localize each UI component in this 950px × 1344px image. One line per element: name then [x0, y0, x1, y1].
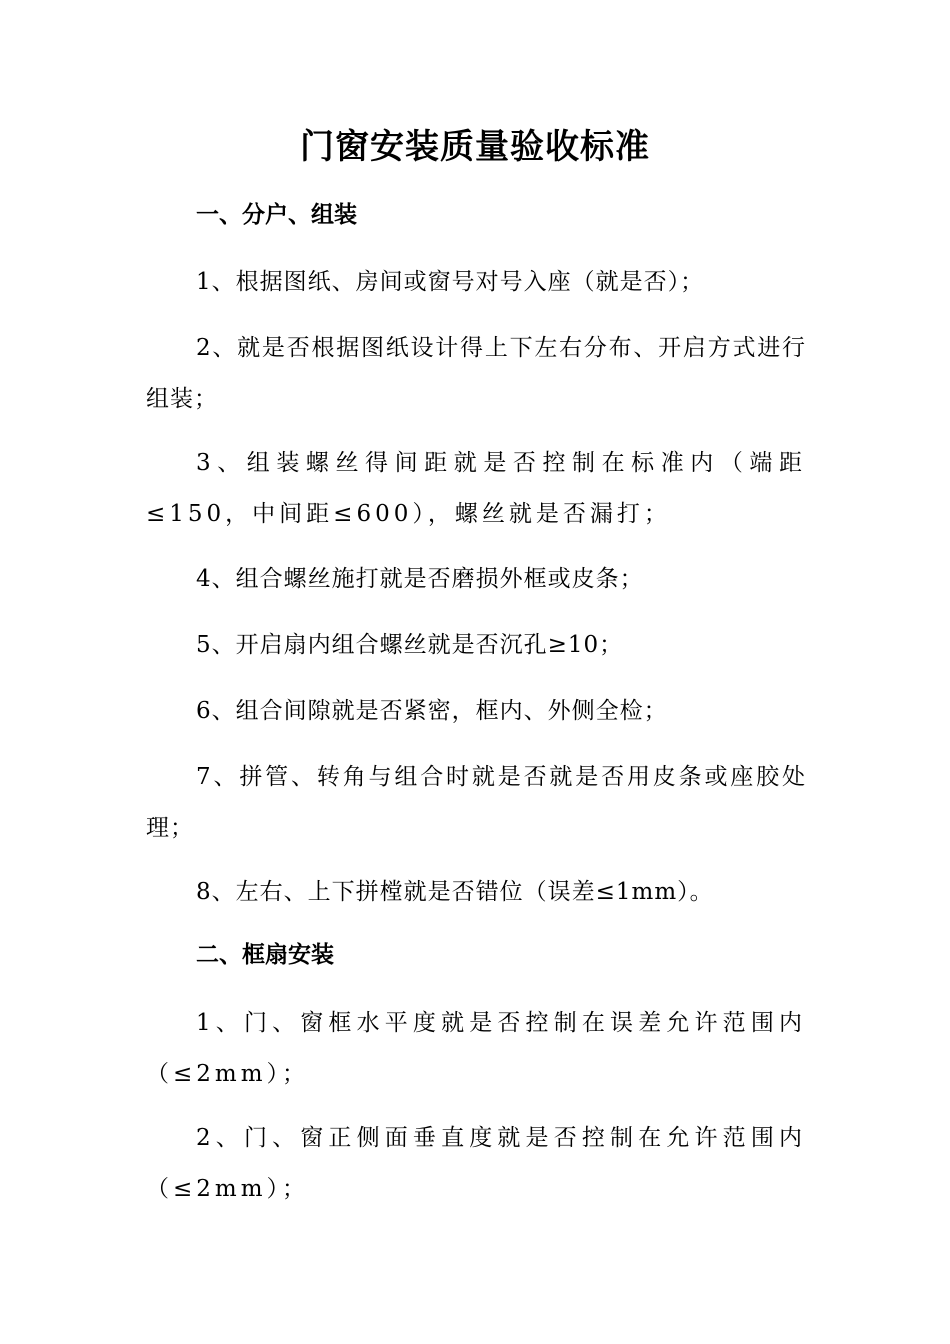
list-item: 3、组装螺丝得间距就是否控制在标准内（端距≤150，中间距≤600），螺丝就是否漏打；: [146, 450, 806, 527]
list-item: 1、门、窗框水平度就是否控制在误差允许范围内（≤2mm）；: [146, 1010, 806, 1087]
list-item: 2、门、窗正侧面垂直度就是否控制在允许范围内（≤2mm）；: [146, 1125, 806, 1202]
list-item: 8、左右、上下拼樘就是否错位（误差≤1mm）。: [196, 879, 714, 905]
document-title: 门窗安装质量验收标准: [300, 127, 650, 167]
list-item: 6、组合间隙就是否紧密，框内、外侧全检；: [196, 698, 668, 724]
section-heading-frame-installation: 二、框扇安装: [196, 942, 334, 968]
list-item: 5、开启扇内组合螺丝就是否沉孔≥10；: [196, 632, 624, 658]
list-item: 4、组合螺丝施打就是否磨损外框或皮条；: [196, 566, 644, 592]
list-item: 1、根据图纸、房间或窗号对号入座（就是否）；: [196, 269, 705, 295]
list-item: 7、拼管、转角与组合时就是否就是否用皮条或座胶处理；: [146, 764, 806, 841]
section-heading-assembly: 一、分户、组装: [196, 202, 357, 228]
list-item: 2、就是否根据图纸设计得上下左右分布、开启方式进行组装；: [146, 335, 806, 412]
